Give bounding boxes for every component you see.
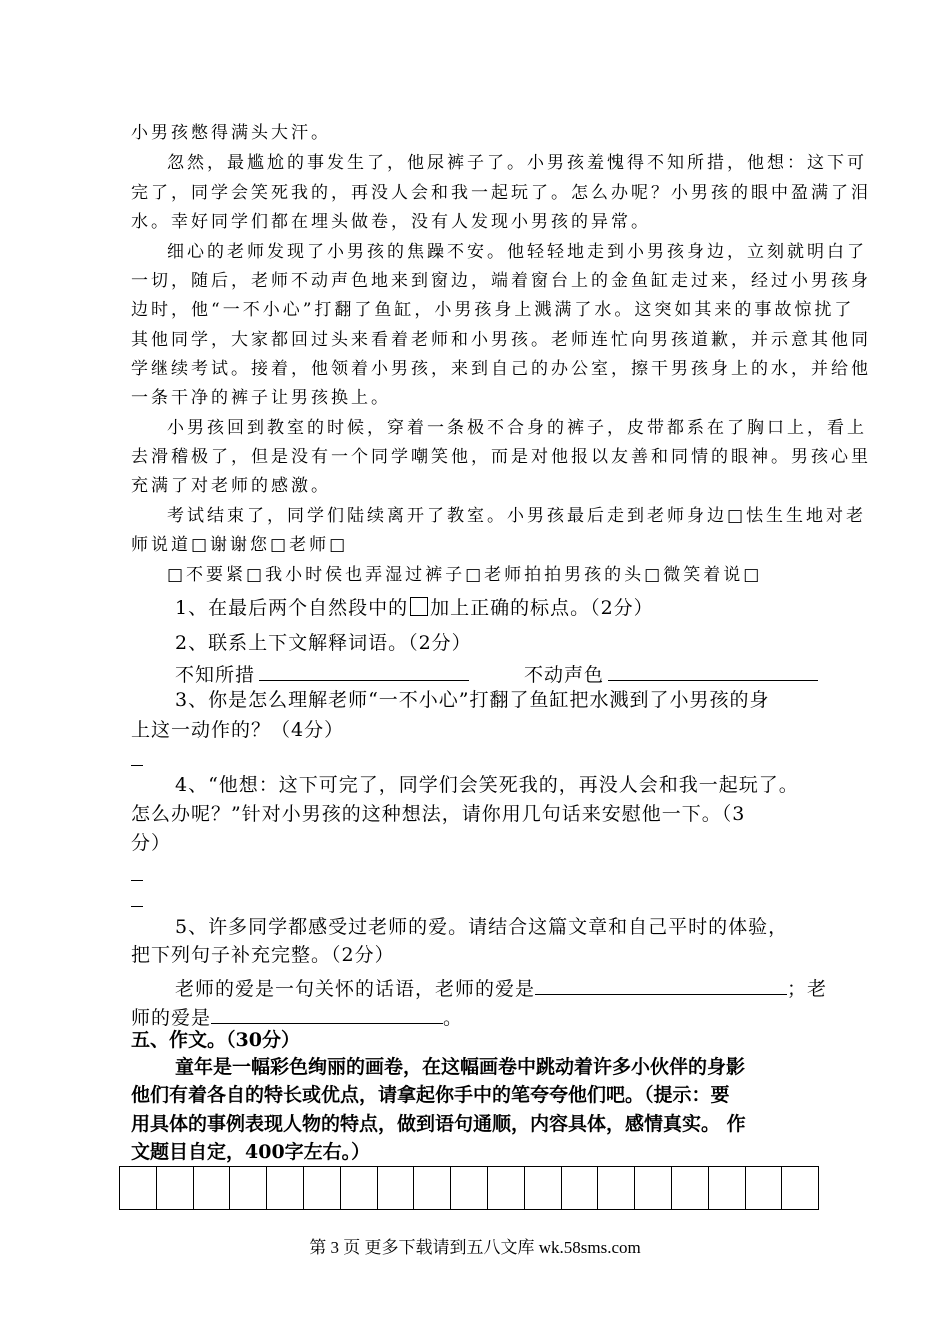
question-5-line bbox=[175, 977, 827, 999]
story-line: 一切，随后，老师不动声色地来到窗边，端着窗台上的金鱼缸走过来，经过小男孩身 bbox=[131, 271, 871, 291]
grid-cell[interactable] bbox=[746, 1167, 783, 1209]
story-line: □不要紧□我小时侯也弄湿过裤子□老师拍拍男孩的头□微笑着说□ bbox=[167, 565, 763, 585]
writing-grid[interactable] bbox=[119, 1166, 819, 1210]
story-line: 考试结束了，同学们陆续离开了教室。小男孩最后走到老师身边□怯生生地对老 bbox=[167, 506, 867, 526]
story-line: 一条干净的裤子让男孩换上。 bbox=[131, 388, 391, 408]
grid-cell[interactable] bbox=[304, 1167, 341, 1209]
question-3-line: 上这一动作的？（4分） bbox=[131, 719, 345, 741]
grid-cell[interactable] bbox=[525, 1167, 562, 1209]
answer-blank[interactable] bbox=[211, 1006, 443, 1024]
story-line: 学继续考试。接着，他领着小男孩，来到自己的办公室，擦干男孩身上的水，并给他 bbox=[131, 359, 871, 379]
grid-cell[interactable] bbox=[709, 1167, 746, 1209]
question-5-line: 把下列句子补充完整。（2分） bbox=[131, 944, 395, 966]
story-line: 忽然，最尴尬的事发生了，他尿裤子了。小男孩羞愧得不知所措，他想：这下可 bbox=[167, 153, 867, 173]
story-line: 小男孩回到教室的时候，穿着一条极不合身的裤子，皮带都系在了胸口上，看上 bbox=[167, 418, 867, 438]
grid-cell[interactable] bbox=[230, 1167, 267, 1209]
question-4-line: 分） bbox=[131, 832, 172, 854]
composition-prompt-line: 他们有着各自的特长或优点，请拿起你手中的笔夸夸他们吧。（提示：要 bbox=[131, 1084, 730, 1106]
story-line: 小男孩憋得满头大汗。 bbox=[131, 123, 331, 143]
story-line: 细心的老师发现了小男孩的焦躁不安。他轻轻地走到小男孩身边，立刻就明白了 bbox=[167, 242, 867, 262]
question-3-line: 3、你是怎么理解老师“一不小心”打翻了鱼缸把水溅到了小男孩的身 bbox=[175, 689, 770, 711]
grid-cell[interactable] bbox=[194, 1167, 231, 1209]
question-2-words bbox=[524, 663, 818, 685]
grid-cell[interactable] bbox=[120, 1167, 157, 1209]
grid-cell[interactable] bbox=[267, 1167, 304, 1209]
grid-cell[interactable] bbox=[635, 1167, 672, 1209]
answer-line[interactable] bbox=[131, 906, 143, 907]
grid-cell[interactable] bbox=[598, 1167, 635, 1209]
question-text: 加上正确的标点。（2分） bbox=[430, 597, 654, 619]
answer-line[interactable] bbox=[131, 765, 143, 766]
composition-prompt-line: 文题目自定，400字左右。） bbox=[131, 1141, 371, 1163]
grid-cell[interactable] bbox=[378, 1167, 415, 1209]
grid-cell[interactable] bbox=[341, 1167, 378, 1209]
composition-prompt-line: 童年是一幅彩色绚丽的画卷，在这幅画卷中跳动着许多小伙伴的身影 bbox=[175, 1056, 746, 1078]
story-line: 完了，同学会笑死我的，再没人会和我一起玩了。怎么办呢？小男孩的眼中盈满了泪 bbox=[131, 183, 871, 203]
question-2-words bbox=[175, 663, 469, 685]
question-4-line: 4、“他想：这下可完了，同学们会笑死我的，再没人会和我一起玩了。 bbox=[175, 774, 799, 796]
question-1 bbox=[175, 597, 654, 618]
question-text: ；老 bbox=[787, 978, 828, 1000]
story-line: 充满了对老师的感激。 bbox=[131, 476, 331, 496]
grid-cell[interactable] bbox=[562, 1167, 599, 1209]
answer-blank[interactable] bbox=[608, 663, 818, 681]
question-text: 师的爱是 bbox=[131, 1007, 212, 1029]
word-1: 不知所措 bbox=[175, 664, 256, 686]
question-2: 2、联系上下文解释词语。（2分） bbox=[175, 632, 472, 654]
question-text: 1、在最后两个自然段中的 bbox=[175, 597, 409, 619]
grid-cell[interactable] bbox=[672, 1167, 709, 1209]
answer-line[interactable] bbox=[131, 880, 143, 881]
story-line: 师说道□谢谢您□老师□ bbox=[131, 535, 349, 555]
question-5-line bbox=[131, 1006, 463, 1028]
story-line: 水。幸好同学们都在埋头做卷，没有人发现小男孩的异常。 bbox=[131, 212, 651, 232]
question-5-line: 5、许多同学都感受过老师的爱。请结合这篇文章和自己平时的体验， bbox=[175, 916, 789, 938]
story-line: 边时，他“一不小心”打翻了鱼缸，小男孩身上溅满了水。这突如其来的事故惊扰了 bbox=[131, 300, 855, 320]
grid-cell[interactable] bbox=[414, 1167, 451, 1209]
section-heading: 五、作文。（30分） bbox=[131, 1029, 300, 1051]
composition-prompt-line: 用具体的事例表现人物的特点，做到语句通顺，内容具体，感情真实。 作 bbox=[131, 1113, 746, 1135]
question-text: 老师的爱是一句关怀的话语，老师的爱是 bbox=[175, 978, 536, 1000]
grid-cell[interactable] bbox=[451, 1167, 488, 1209]
question-text: 。 bbox=[443, 1007, 464, 1029]
story-line: 去滑稽极了，但是没有一个同学嘲笑他，而是对他报以友善和同情的眼神。男孩心里 bbox=[131, 447, 871, 467]
page-footer: 第 3 页 更多下载请到五八文库 wk.58sms.com bbox=[309, 1238, 641, 1257]
grid-cell[interactable] bbox=[782, 1167, 818, 1209]
story-line: 其他同学，大家都回过头来看着老师和小男孩。老师连忙向男孩道歉，并示意其他同 bbox=[131, 330, 871, 350]
word-2: 不动声色 bbox=[524, 664, 605, 686]
answer-blank[interactable] bbox=[535, 977, 787, 995]
grid-cell[interactable] bbox=[488, 1167, 525, 1209]
blank-box bbox=[410, 597, 428, 616]
answer-blank[interactable] bbox=[259, 663, 469, 681]
question-4-line: 怎么办呢？”针对小男孩的这种想法，请你用几句话来安慰他一下。（3 bbox=[131, 803, 746, 825]
grid-cell[interactable] bbox=[157, 1167, 194, 1209]
